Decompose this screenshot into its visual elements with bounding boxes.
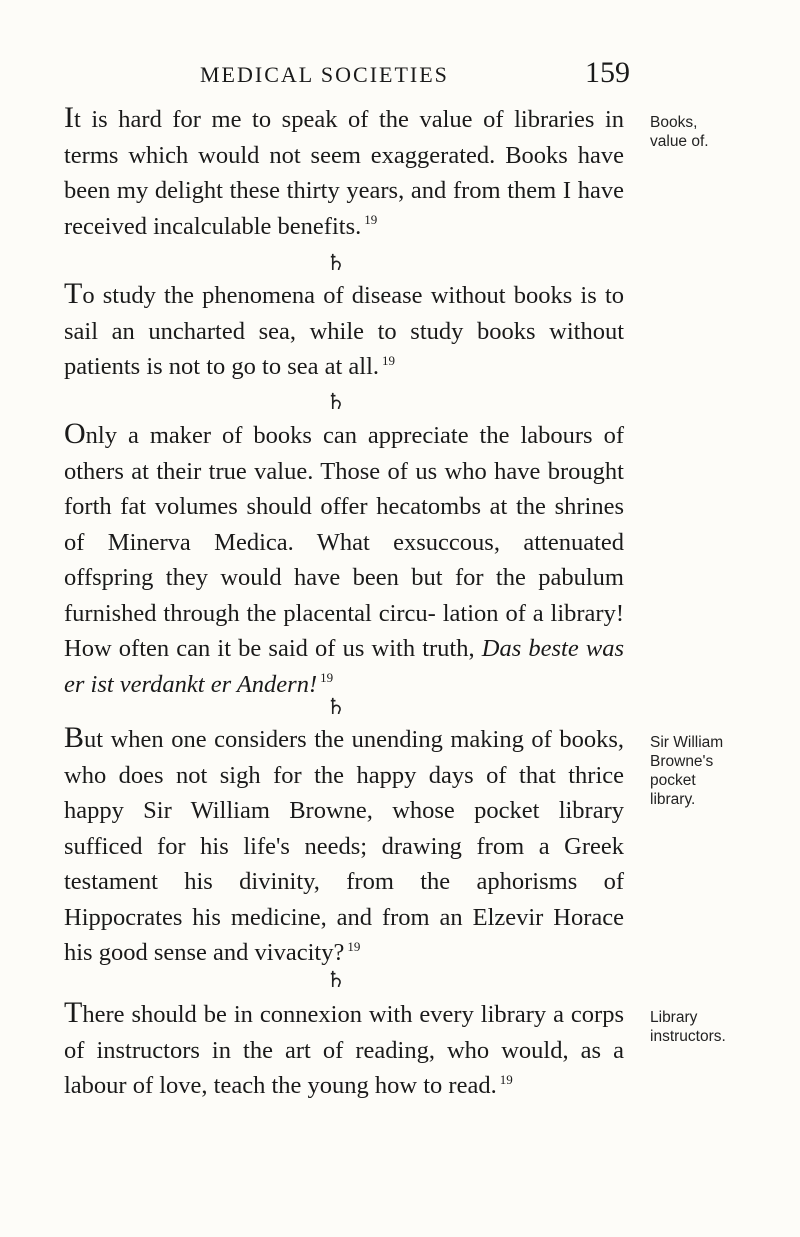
dropcap: T [64, 277, 83, 310]
dropcap: I [64, 101, 74, 134]
page-number: 159 [585, 56, 630, 89]
paragraph-3 [64, 416, 624, 702]
german-quote: Das beste was er ist verdankt er Andern! [64, 635, 625, 698]
paragraph-text: here should be in connexion with every library a corps of instructors in the art of reading, who would, as a labour of love, teach the young how to read. [64, 1001, 624, 1099]
dropcap: O [64, 417, 86, 450]
footnote-ref: 19 [499, 1071, 513, 1087]
dropcap: B [64, 721, 85, 754]
footnote-ref: 19 [382, 352, 396, 368]
footnote-ref: 19 [364, 212, 378, 228]
running-head: MEDICAL SOCIETIES [200, 62, 449, 87]
marginal-note-books: Books, value of. [650, 114, 709, 150]
ornament-divider: ♄ [326, 968, 346, 993]
paragraph-5 [64, 995, 624, 1104]
footnote-ref: 19 [320, 670, 334, 686]
paragraph-2 [64, 276, 624, 385]
paragraph-text: o study the phenomena of disease without books is to sail an uncharted sea, while to study books without patients is not to go to sea at all. [64, 282, 624, 380]
paragraph-text: nly a maker of books can appreciate the labours of others at their true value. Those of us who have brought forth fat volumes should offer hecatombs at the shrines of Minerva Medica. What exsuccous, attenuated offspring they would have been but for the pabulum furnished through the placental circu- lation of a library! How often can it be said of us with truth, [64, 422, 624, 662]
page-header [200, 56, 630, 90]
ornament-divider: ♄ [326, 390, 346, 415]
paragraph-1 [64, 100, 624, 244]
dropcap: T [64, 996, 83, 1029]
paragraph-4 [64, 720, 624, 971]
footnote-ref: 19 [347, 938, 361, 954]
marginal-note-library: Library instructors. [650, 1009, 726, 1045]
ornament-divider: ♄ [326, 251, 346, 276]
paragraph-text: ut when one considers the unending making of books, who does not sigh for the happy days of that thrice happy Sir William Browne, whose pocket library sufficed for his life's needs; drawing from a Greek testament his divinity, from the aphorisms of Hippocrates his medicine, and from an Elzevir Horace his good sense and vivacity? [64, 726, 624, 966]
ornament-divider: ♄ [326, 695, 346, 720]
marginal-note-browne: Sir William Browne's pocket library. [650, 734, 724, 808]
paragraph-text: t is hard for me to speak of the value of libraries in terms which would not seem exaggerated. Books have been my delight these thirty years, and from them I have received incalculable benefits. [64, 106, 624, 240]
